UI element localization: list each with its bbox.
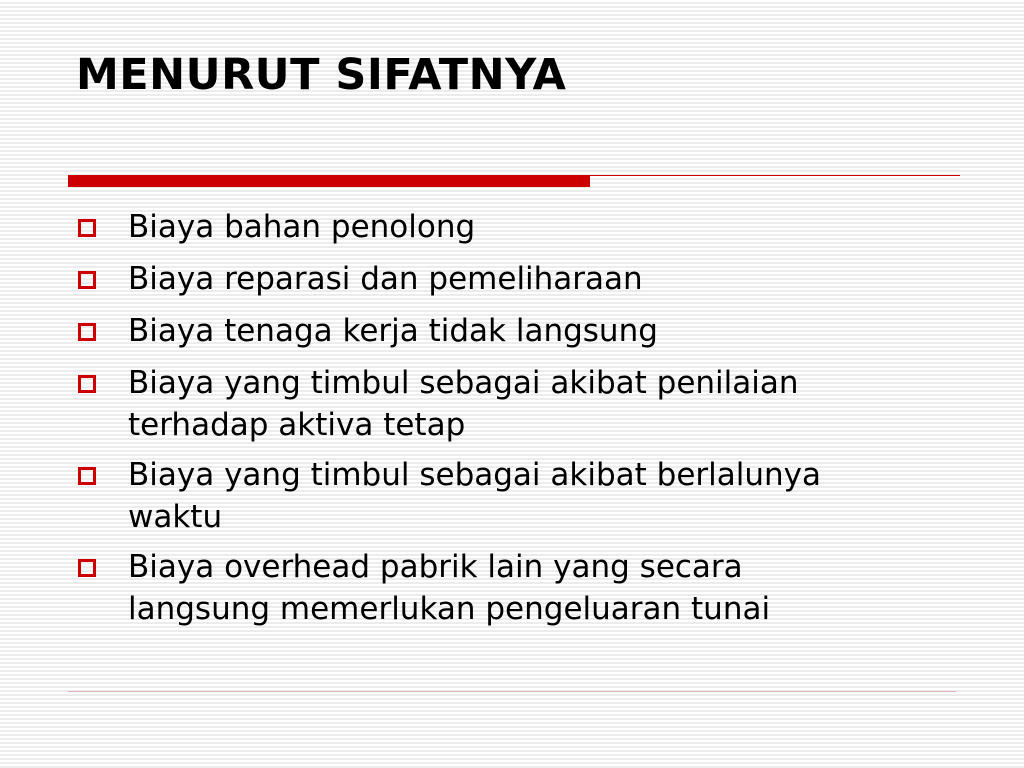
list-item (78, 203, 978, 251)
list-item (78, 543, 978, 631)
bullet-text: Biaya reparasi dan pemeliharaan (128, 261, 643, 297)
bullet-text-continued: terhadap aktiva tetap (128, 407, 466, 443)
bullet-text: Biaya overhead pabrik lain yang secara (128, 549, 743, 585)
title-underline-thin (590, 175, 960, 176)
hollow-square-icon (78, 323, 96, 341)
bullet-text: Biaya bahan penolong (128, 209, 476, 245)
list-item (78, 307, 978, 355)
hollow-square-icon (78, 467, 96, 485)
bullet-text: Biaya yang timbul sebagai akibat penilaian (128, 365, 799, 401)
slide-title: MENURUT SIFATNYA (76, 50, 567, 100)
bullet-text: Biaya tenaga kerja tidak langsung (128, 313, 658, 349)
title-underline-thick (68, 175, 590, 187)
list-item (78, 451, 978, 539)
hollow-square-icon (78, 559, 96, 577)
bullet-text-continued: waktu (128, 499, 223, 535)
hollow-square-icon (78, 219, 96, 237)
footer-divider (68, 691, 956, 692)
hollow-square-icon (78, 271, 96, 289)
list-item (78, 359, 978, 447)
bullet-text: Biaya yang timbul sebagai akibat berlalunya (128, 457, 821, 493)
hollow-square-icon (78, 375, 96, 393)
bullet-list (78, 203, 978, 635)
list-item (78, 255, 978, 303)
bullet-text-continued: langsung memerlukan pengeluaran tunai (128, 591, 771, 627)
